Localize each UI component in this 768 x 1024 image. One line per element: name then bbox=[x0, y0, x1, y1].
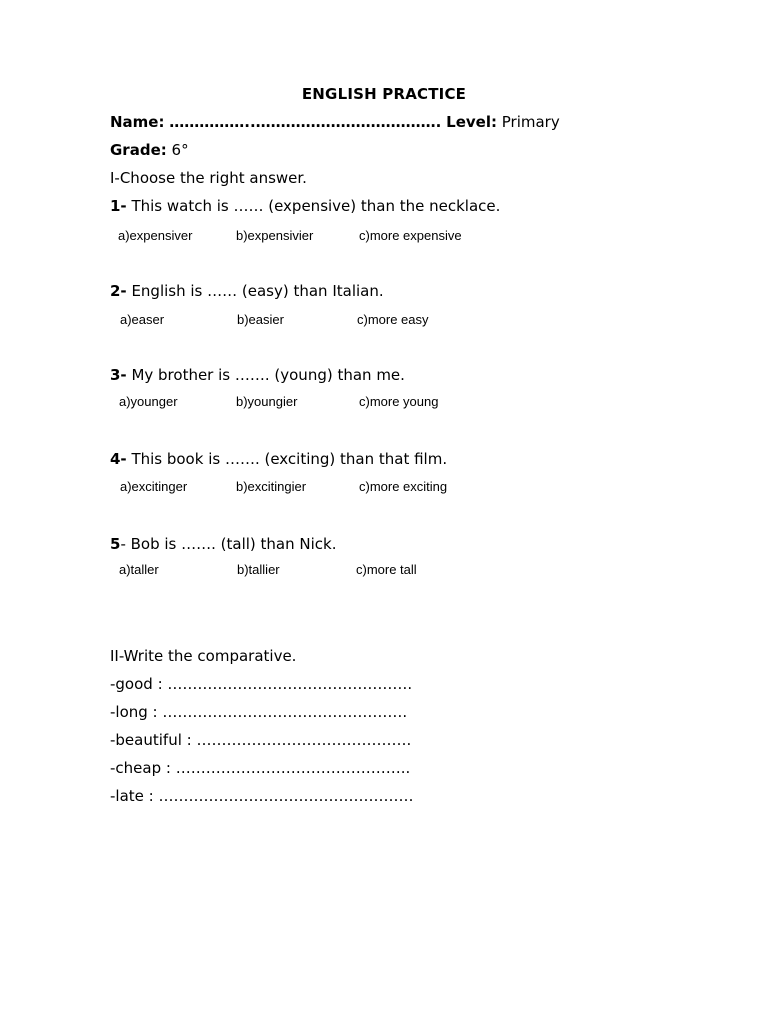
question-2 bbox=[110, 282, 384, 300]
question-2-options bbox=[0, 312, 768, 330]
question-5 bbox=[110, 535, 337, 553]
question-text: English is …… (easy) than Italian. bbox=[126, 282, 384, 300]
option-c: c)more expensive bbox=[359, 228, 462, 243]
comparative-item-beautiful: -beautiful : ……………………………………. bbox=[110, 731, 412, 749]
option-c: c)more easy bbox=[357, 312, 429, 327]
level-value: Primary bbox=[501, 113, 560, 131]
option-c: c)more tall bbox=[356, 562, 417, 577]
grade-line bbox=[110, 141, 189, 159]
question-text: - Bob is ……. (tall) than Nick. bbox=[120, 535, 337, 553]
name-label: Name: bbox=[110, 113, 165, 131]
comparative-item-late: -late : …………………………………………… bbox=[110, 787, 414, 805]
name-level-line bbox=[110, 113, 560, 131]
option-b: b)youngier bbox=[236, 394, 298, 409]
question-number: 3- bbox=[110, 366, 127, 384]
option-a: a)expensiver bbox=[118, 228, 193, 243]
question-text: This book is ……. (exciting) than that film. bbox=[126, 450, 448, 468]
option-b: b)excitingier bbox=[236, 479, 307, 494]
question-number: 5 bbox=[110, 535, 121, 553]
comparative-item-good: -good : …………………………………………. bbox=[110, 675, 413, 693]
level-label: Level: bbox=[446, 113, 497, 131]
question-text: My brother is ……. (young) than me. bbox=[126, 366, 405, 384]
option-a: a)easer bbox=[120, 312, 165, 327]
option-a: a)taller bbox=[119, 562, 159, 577]
question-4 bbox=[110, 450, 447, 468]
question-number: 2- bbox=[110, 282, 127, 300]
option-b: b)tallier bbox=[237, 562, 280, 577]
question-text: This watch is …… (expensive) than the necklace. bbox=[126, 197, 501, 215]
comparative-item-cheap: -cheap : ……………………………………….. bbox=[110, 759, 411, 777]
question-1 bbox=[110, 197, 500, 215]
question-3 bbox=[110, 366, 405, 384]
option-c: c)more exciting bbox=[359, 479, 448, 494]
question-1-options bbox=[0, 228, 768, 246]
option-a: a)excitinger bbox=[120, 479, 188, 494]
page-title: ENGLISH PRACTICE bbox=[301, 85, 467, 103]
option-c: c)more young bbox=[359, 394, 439, 409]
grade-value: 6° bbox=[171, 141, 189, 159]
question-4-options bbox=[0, 479, 768, 497]
section2-heading: II-Write the comparative. bbox=[110, 647, 297, 665]
question-3-options bbox=[0, 394, 768, 412]
question-number: 4- bbox=[110, 450, 127, 468]
option-a: a)younger bbox=[119, 394, 178, 409]
section1-heading: I-Choose the right answer. bbox=[110, 169, 307, 187]
option-b: b)easier bbox=[237, 312, 284, 327]
question-number: 1- bbox=[110, 197, 127, 215]
question-5-options bbox=[0, 562, 768, 580]
comparative-item-long: -long : …………………………………………. bbox=[110, 703, 408, 721]
name-blank: ……………..………………………………. bbox=[169, 113, 442, 131]
option-b: b)expensivier bbox=[236, 228, 314, 243]
grade-label: Grade: bbox=[110, 141, 167, 159]
